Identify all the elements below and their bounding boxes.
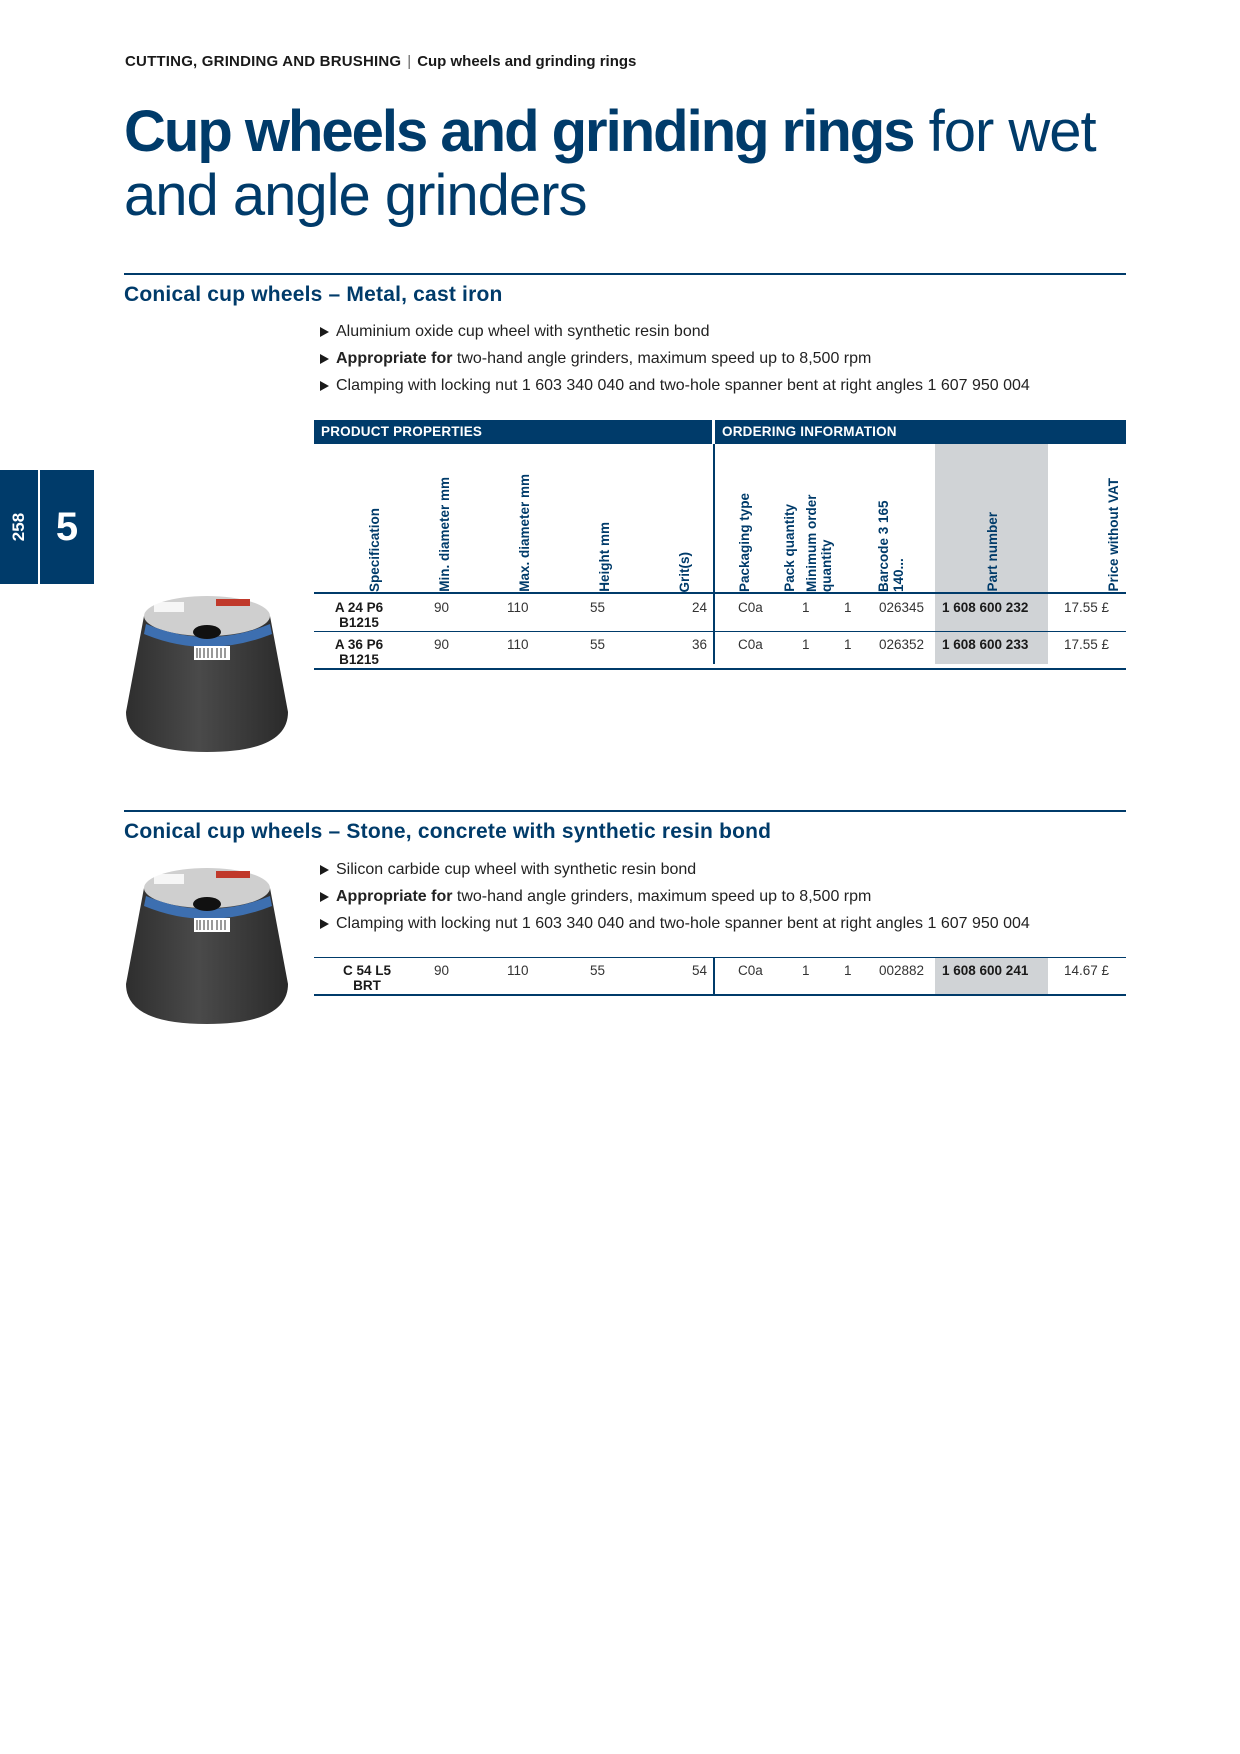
bullet-item	[319, 883, 1030, 910]
page-title-light-2: and angle grinders	[124, 163, 587, 228]
cell-part-number: 1 608 600 232	[942, 600, 1029, 615]
cell-max-diameter: 110	[507, 963, 529, 978]
cell-grit: 36	[692, 637, 708, 652]
cell-max-diameter: 110	[507, 600, 529, 615]
bullet-list-stone	[319, 856, 1030, 937]
cell-min-diameter: 90	[434, 963, 450, 978]
cell-minimum-order: 1	[844, 600, 852, 615]
colhead-minimum-order: Minimum order quantity	[804, 494, 834, 592]
cell-height: 55	[590, 637, 606, 652]
product-table-metal	[314, 420, 1126, 667]
cell-barcode: 026352	[879, 637, 925, 652]
bullet-text: Aluminium oxide cup wheel with synthetic resin bond	[336, 323, 710, 340]
cell-packaging-type: C0a	[738, 637, 763, 652]
bullet-text: two-hand angle grinders, maximum speed up to 8,500 rpm	[452, 888, 872, 905]
page-title-bold: Cup wheels and grinding rings	[124, 99, 914, 164]
cell-height: 55	[590, 963, 606, 978]
breadcrumb	[125, 53, 636, 70]
cell-grit: 54	[692, 963, 708, 978]
cell-max-diameter: 110	[507, 637, 529, 652]
breadcrumb-subsection: Cup wheels and grinding rings	[417, 53, 637, 70]
cell-grit: 24	[692, 600, 708, 615]
colhead-part-number: Part number	[984, 512, 1000, 592]
cell-specification: C 54 L5 BRT	[342, 963, 392, 993]
cell-barcode: 002882	[879, 963, 925, 978]
bullet-list-metal	[319, 318, 1030, 399]
cup-wheel-metal-image	[124, 594, 290, 754]
table-bottom-rule	[314, 994, 1126, 996]
table-bottom-rule	[314, 668, 1126, 670]
cell-minimum-order: 1	[844, 637, 852, 652]
cell-min-diameter: 90	[434, 600, 450, 615]
section-rule-metal	[124, 273, 1126, 275]
bullet-bold: Appropriate for	[336, 350, 453, 367]
page-number-box	[0, 470, 38, 584]
colhead-price: Price without VAT	[1105, 478, 1121, 592]
bullet-item	[319, 318, 1030, 345]
cell-packaging-type: C0a	[738, 600, 763, 615]
colhead-specification: Specification	[366, 507, 382, 592]
cell-barcode: 026345	[879, 600, 925, 615]
colhead-height: Height mm	[596, 522, 612, 592]
page-title-light-1: for wet	[913, 99, 1096, 164]
bullet-item	[319, 910, 1030, 937]
page-number: 258	[9, 512, 28, 542]
cell-pack-quantity: 1	[802, 963, 810, 978]
bullet-item	[319, 345, 1030, 372]
chapter-side-tab	[0, 470, 94, 584]
cell-height: 55	[590, 600, 606, 615]
bullet-text: two-hand angle grinders, maximum speed up to 8,500 rpm	[452, 350, 872, 367]
colhead-barcode: Barcode 3 165 140...	[876, 500, 906, 592]
colhead-pack-quantity: Pack quantity	[781, 504, 797, 592]
cell-specification: A 36 P6 B1215	[334, 637, 384, 667]
section-title-stone: Conical cup wheels – Stone, concrete with synthetic resin bond	[124, 820, 772, 843]
product-table-stone	[314, 957, 1126, 997]
section-rule-stone	[124, 810, 1126, 812]
cell-part-number: 1 608 600 241	[942, 963, 1029, 978]
cell-pack-quantity: 1	[802, 637, 810, 652]
cell-min-diameter: 90	[434, 637, 450, 652]
table-row	[314, 631, 1126, 668]
breadcrumb-chapter: CUTTING, GRINDING AND BRUSHING	[125, 53, 402, 70]
page-title	[124, 100, 1134, 228]
cell-minimum-order: 1	[844, 963, 852, 978]
table-row	[314, 594, 1126, 631]
breadcrumb-separator: |	[407, 53, 412, 70]
group-header-ordering: ORDERING INFORMATION	[722, 424, 897, 439]
bullet-bold: Appropriate for	[336, 888, 453, 905]
bullet-item	[319, 372, 1030, 399]
group-header-product: PRODUCT PROPERTIES	[321, 424, 483, 439]
colhead-max-diameter: Max. diameter mm	[516, 474, 532, 592]
colhead-min-diameter: Min. diameter mm	[436, 477, 452, 592]
bullet-item	[319, 856, 1030, 883]
chapter-number: 5	[55, 504, 79, 549]
cell-specification: A 24 P6 B1215	[334, 600, 384, 630]
bullet-text: Clamping with locking nut 1 603 340 040 and two-hole spanner bent at right angles 1 607 950 004	[336, 377, 1030, 394]
cell-price: 17.55 £	[1064, 600, 1110, 615]
colhead-grits: Grit(s)	[676, 551, 692, 592]
cell-packaging-type: C0a	[738, 963, 763, 978]
cell-pack-quantity: 1	[802, 600, 810, 615]
cup-wheel-stone-image	[124, 866, 290, 1026]
section-title-metal: Conical cup wheels – Metal, cast iron	[124, 283, 503, 306]
colhead-packaging-type: Packaging type	[736, 492, 752, 592]
bullet-text: Clamping with locking nut 1 603 340 040 and two-hole spanner bent at right angles 1 607 950 004	[336, 915, 1030, 932]
cell-price: 14.67 £	[1064, 963, 1110, 978]
table-row	[314, 957, 1126, 994]
cell-part-number: 1 608 600 233	[942, 637, 1029, 652]
cell-price: 17.55 £	[1064, 637, 1110, 652]
bullet-text: Silicon carbide cup wheel with synthetic resin bond	[336, 861, 697, 878]
